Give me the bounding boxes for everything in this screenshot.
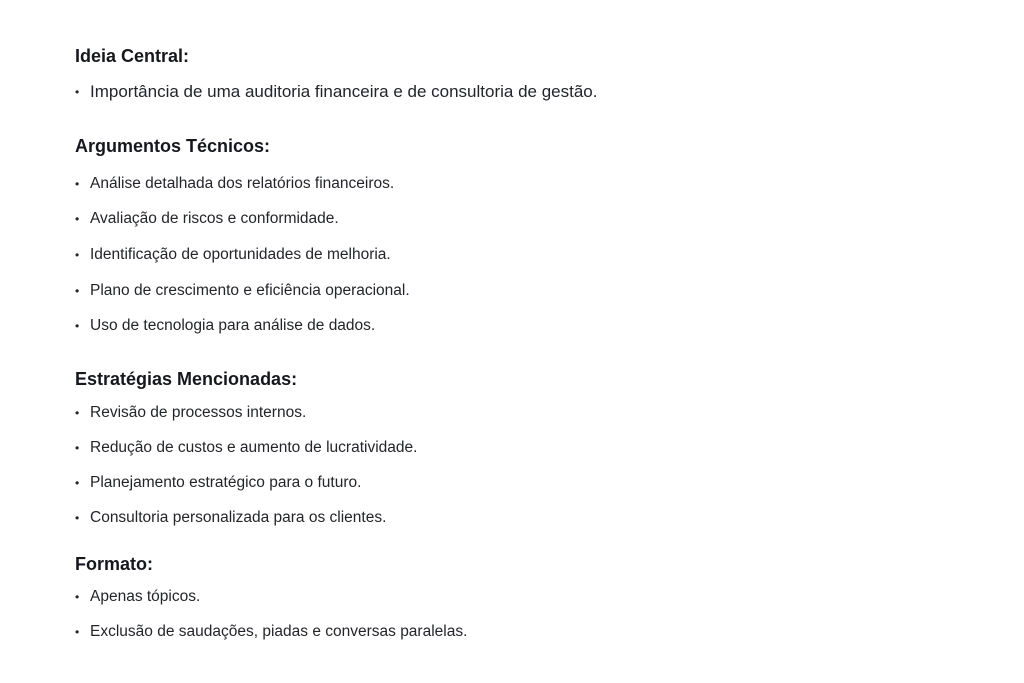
list-item: • Consultoria personalizada para os clientes. xyxy=(75,509,387,526)
bullet-list xyxy=(75,82,995,102)
section-formato xyxy=(75,553,995,642)
list-item: • Importância de uma auditoria financeira e de consultoria de gestão. xyxy=(75,82,598,101)
list-item: • Planejamento estratégico para o futuro. xyxy=(75,474,362,491)
list-item: • Exclusão de saudações, piadas e conversas paralelas. xyxy=(75,623,468,640)
section-argumentos-tecnicos xyxy=(75,135,995,336)
list-item: • Revisão de processos internos. xyxy=(75,404,307,421)
bullet-icon: • xyxy=(75,625,80,639)
list-item: • Apenas tópicos. xyxy=(75,588,201,605)
bullet-list xyxy=(75,403,995,528)
section-heading: Estratégias Mencionadas: xyxy=(75,369,298,389)
bullet-icon: • xyxy=(75,511,80,525)
bullet-icon: • xyxy=(75,441,80,455)
bullet-icon: • xyxy=(75,212,80,226)
section-heading: Argumentos Técnicos: xyxy=(75,136,271,156)
list-item: • Redução de custos e aumento de lucratividade. xyxy=(75,439,418,456)
bullet-icon: • xyxy=(75,177,80,191)
bullet-icon: • xyxy=(75,476,80,490)
section-estrategias-mencionadas xyxy=(75,368,995,528)
list-item: • Identificação de oportunidades de melhoria. xyxy=(75,246,391,263)
bullet-icon: • xyxy=(75,284,80,298)
list-item: • Uso de tecnologia para análise de dados. xyxy=(75,317,376,334)
section-ideia-central xyxy=(75,45,995,102)
list-item: • Avaliação de riscos e conformidade. xyxy=(75,210,339,227)
bullet-icon: • xyxy=(75,406,80,420)
bullet-icon: • xyxy=(75,85,80,99)
section-heading: Ideia Central: xyxy=(75,46,190,66)
list-item: • Análise detalhada dos relatórios financeiros. xyxy=(75,175,395,192)
bullet-icon: • xyxy=(75,319,80,333)
list-item: • Plano de crescimento e eficiência operacional. xyxy=(75,282,410,299)
bullet-icon: • xyxy=(75,590,80,604)
section-heading: Formato: xyxy=(75,554,153,574)
bullet-list xyxy=(75,174,995,336)
bullet-icon: • xyxy=(75,248,80,262)
bullet-list xyxy=(75,587,995,642)
